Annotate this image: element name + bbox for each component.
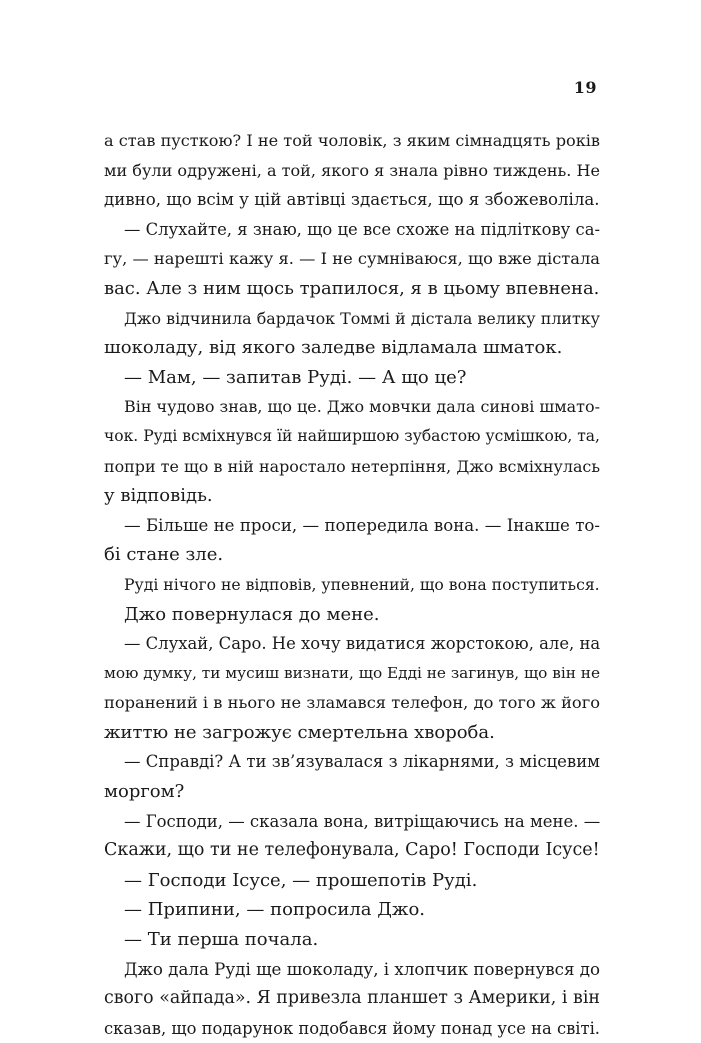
text-line: Скажи, що ти не телефонувала, Саро! Господи Ісусе!	[104, 840, 600, 861]
text-line: гу, — нарешті кажу я. — І не сумніваюся, що вже дістала	[104, 249, 600, 269]
text-line: — Слухай, Саро. Не хочу видатися жорстокою, але, на	[124, 634, 601, 654]
text-line: сказав, що подарунок подобався йому понад усе на світі.	[104, 1018, 600, 1038]
text-line: Він чудово знав, що це. Джо мовчки дала синові шмато-	[124, 397, 600, 417]
text-line: Джо повернулася до мене.	[124, 603, 380, 625]
text-line: життю не загрожує смертельна хвороба.	[104, 721, 495, 743]
text-line: — Господи Ісусе, — прошепотів Руді.	[124, 869, 478, 891]
text-line: шоколаду, від якого заледве відламала шматок.	[104, 337, 563, 359]
text-line: — Припини, — попросила Джо.	[124, 899, 425, 921]
text-line: Джо відчинила бардачок Томмі й дістала велику плитку	[124, 308, 600, 328]
text-line: у відповідь.	[104, 485, 213, 507]
text-line: а став пусткою? І не той чоловік, з яким сімнадцять років	[104, 131, 600, 150]
body-text	[104, 126, 600, 1043]
text-line: — Мам, — запитав Руді. — А що це?	[124, 366, 467, 388]
text-line: — Слухайте, я знаю, що це все схоже на підліткову са-	[124, 219, 600, 239]
page-number: 19	[573, 78, 597, 97]
text-line: — Ти перша почала.	[124, 929, 319, 951]
text-line: попри те що в ній наростало нетерпіння, Джо всміхнулась	[104, 456, 600, 476]
text-line: — Справді? А ти зв’язувалася з лікарнями, з місцевим	[124, 752, 600, 772]
text-line: — Більше не проси, — попередила вона. — Інакше то-	[124, 515, 600, 535]
text-line: Джо дала Руді ще шоколаду, і хлопчик повернувся до	[124, 959, 601, 979]
text-line: — Господи, — сказала вона, витріщаючись на мене. —	[124, 811, 601, 831]
text-line: бі стане зле.	[104, 544, 224, 566]
text-line: свого «айпада». Я привезла планшет з Америки, і він	[104, 988, 600, 1009]
text-line: вас. Але з ним щось трапилося, я в цьому впевнена.	[104, 277, 600, 299]
text-line: мою думку, ти мусиш визнати, що Едді не загинув, що він не	[104, 663, 600, 682]
text-line: ми були одружені, а той, якого я знала рівно тиждень. Не	[104, 160, 600, 180]
text-line: Руді нічого не відповів, упевнений, що вона поступиться.	[124, 574, 600, 594]
text-line: дивно, що всім у цій автівці здається, що я збожеволіла.	[104, 190, 600, 210]
text-line: моргом?	[104, 781, 185, 803]
text-line: поранений і в нього не зламався телефон, до того ж його	[104, 693, 600, 713]
text-line: чок. Руді всміхнувся їй найширшою зубастою усмішкою, та,	[104, 426, 600, 445]
